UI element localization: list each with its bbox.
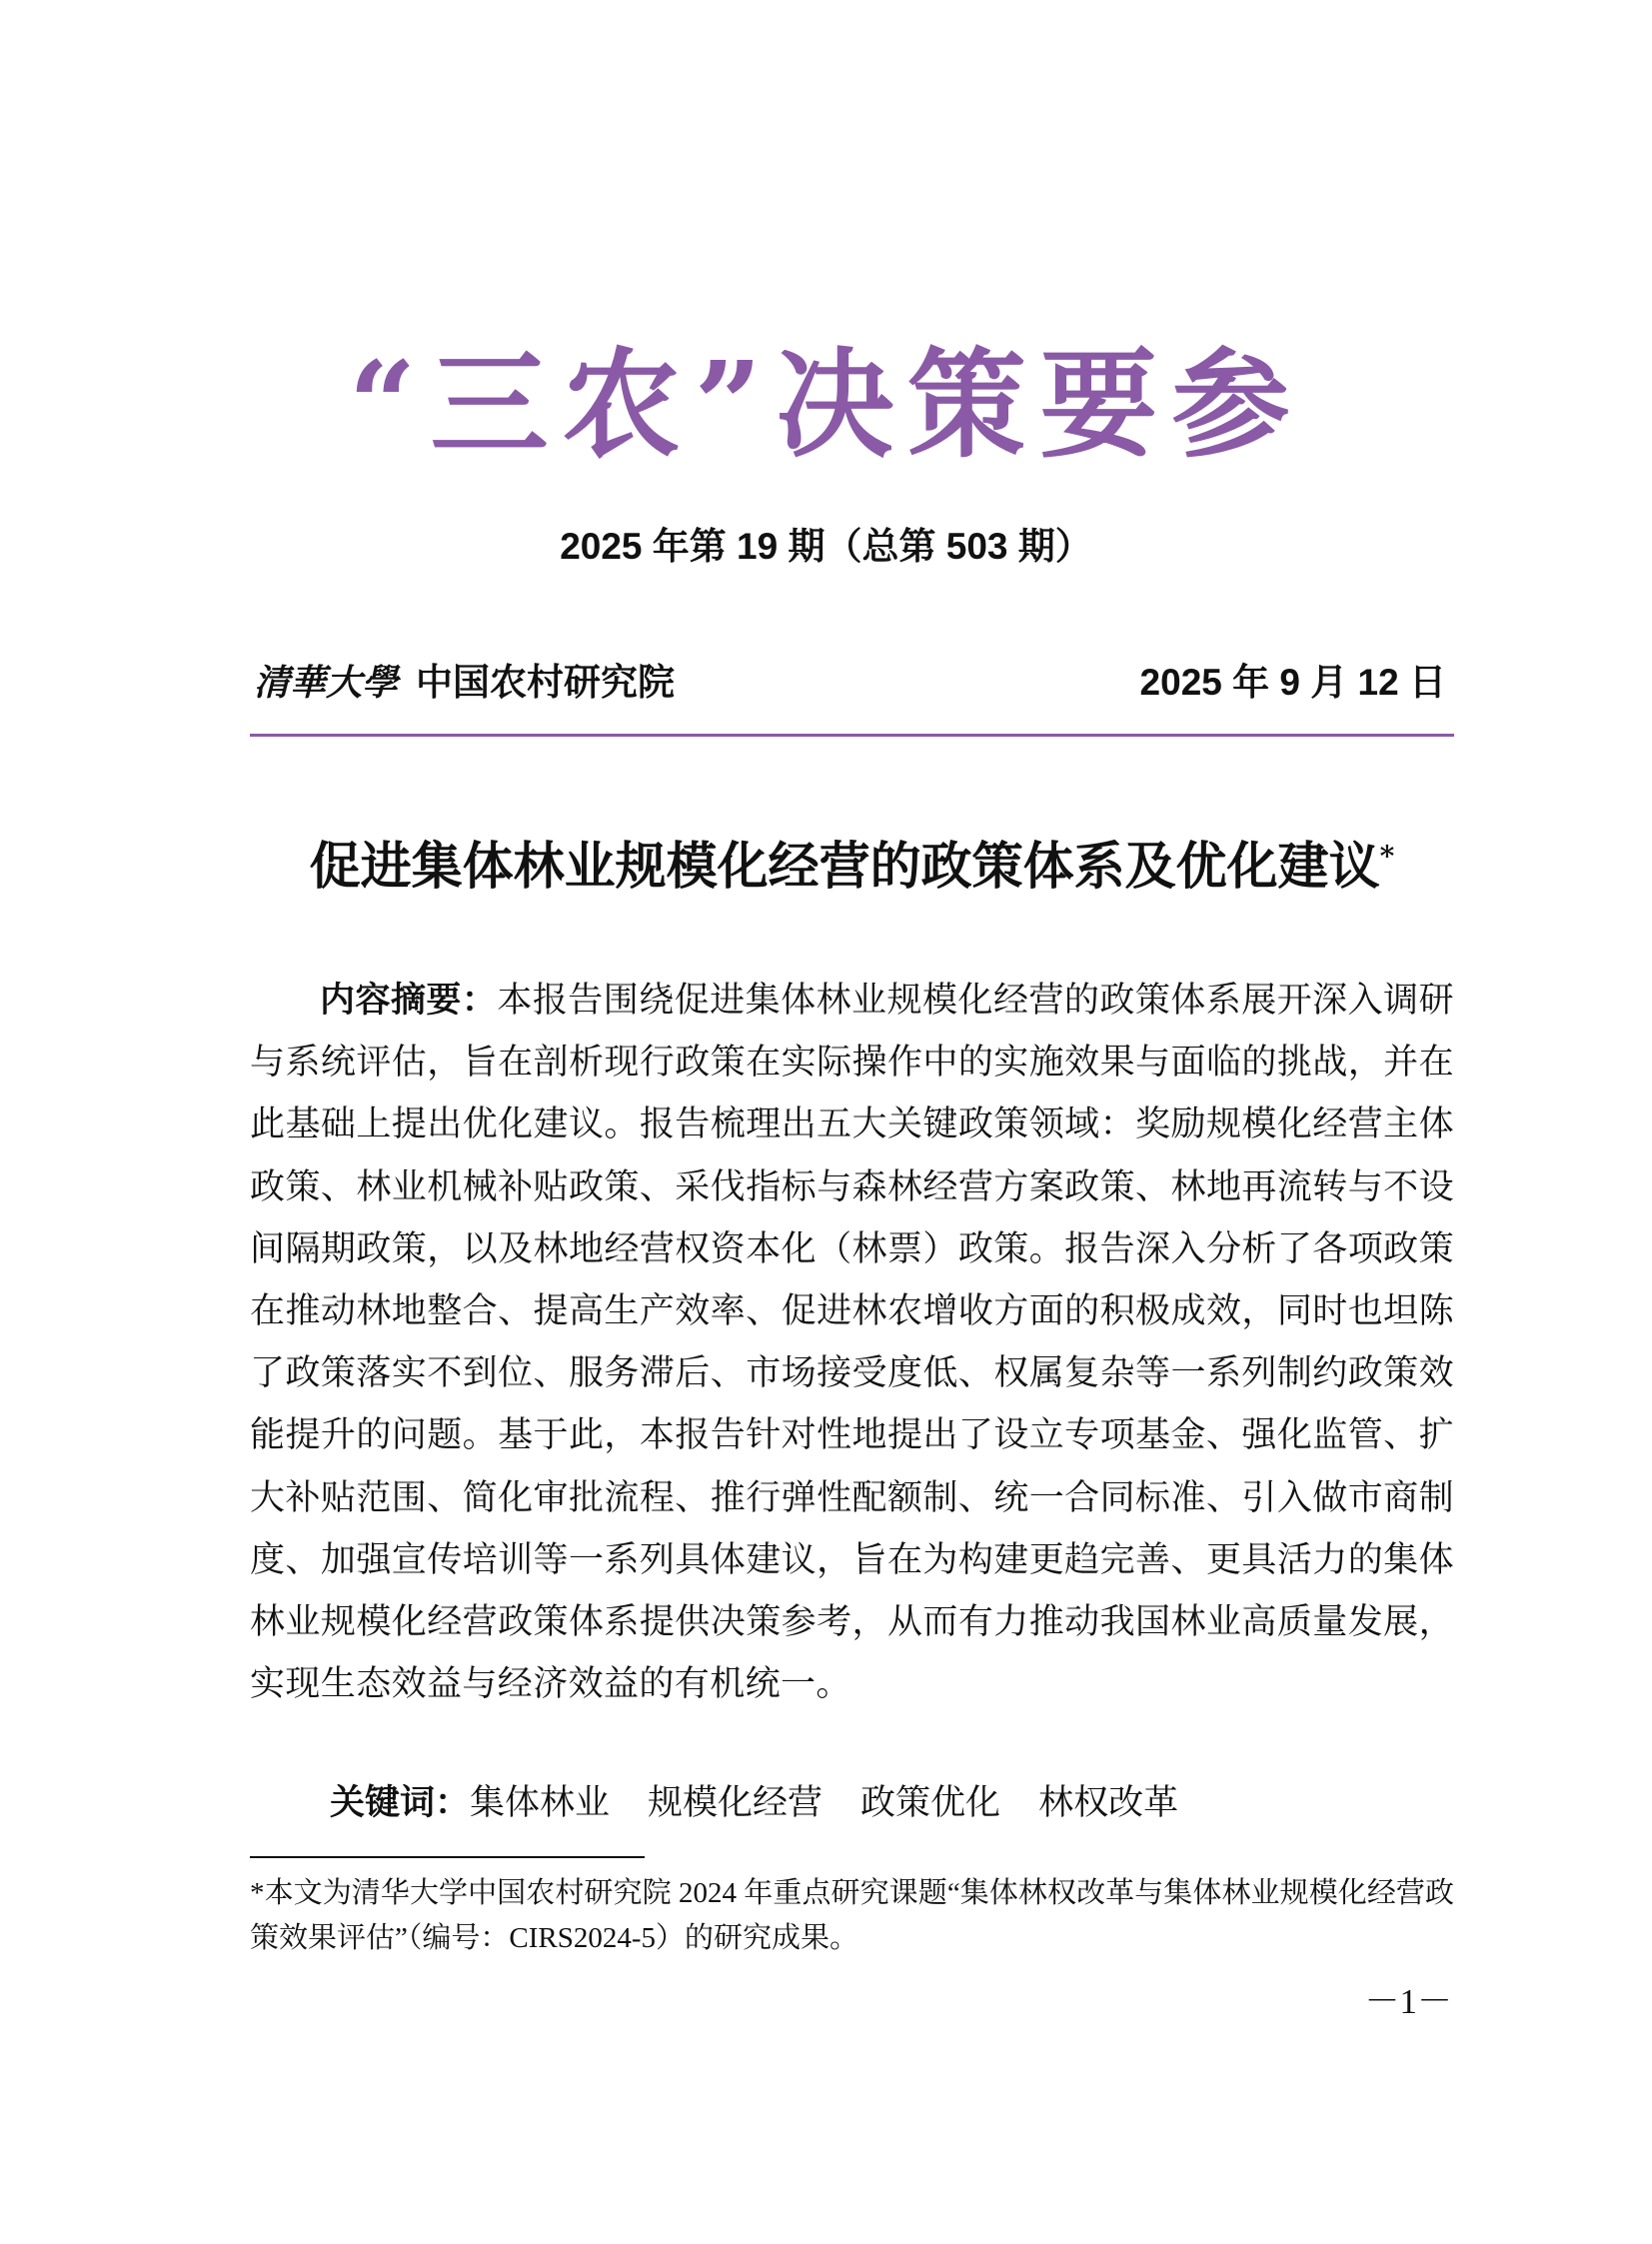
keyword: 规模化经营 xyxy=(648,1783,824,1823)
abstract-text: 本报告围绕促进集体林业规模化经营的政策体系展开深入调研与系统评估，旨在剖析现行政策在实际操作中的实施效果与面临的挑战，并在此基础上提出优化建议。报告梳理出五大关键政策领域：奖励规模化经营主体政策、林业机械补贴政策、采伐指标与森林经营方案政策、林地再流转与不设间隔期政策，以及林地经营权资本化（林票）政策。报告深入分析了各项政策在推动林地整合、提高生产效率、促进林农增收方面的积极成效，同时也坦陈了政策落实不到位、服务滞后、市场接受度低、权属复杂等一系列制约政策效能提升的问题。基于此，本报告针对性地提出了设立专项基金、强化监管、扩大补贴范围、简化审批流程、推行弹性配额制、统一合同标准、引入做市商制度、加强宣传培训等一系列具体建议，旨在为构建更趋完善、更具活力的集体林业规模化经营政策体系提供决策参考，从而有力推动我国林业高质量发展，实现生态效益与经济效益的有机统一。 xyxy=(250,981,1454,1705)
abstract-label: 内容摘要： xyxy=(320,981,498,1021)
keyword: 集体林业 xyxy=(470,1783,611,1823)
university-logo: 清華大學 xyxy=(254,662,399,704)
header-divider xyxy=(250,734,1454,737)
footnote-text: *本文为清华大学中国农村研究院 2024 年重点研究课题“集体林权改革与集体林业规模化经营政策效果评估”（编号：CIRS2024-5）的研究成果。 xyxy=(250,1877,1454,1954)
keyword: 政策优化 xyxy=(860,1783,1001,1823)
article-title-text: 促进集体林业规模化经营的政策体系及优化建议 xyxy=(309,837,1380,897)
abstract-paragraph xyxy=(250,970,1454,1715)
institute-name: 中国农村研究院 xyxy=(416,661,675,704)
issue-number: 2025 年第 19 期（总第 503 期） xyxy=(560,526,1092,567)
masthead-title: “三农”决策要参 xyxy=(348,335,1304,474)
keywords-line xyxy=(250,1772,1454,1834)
publication-date: 2025 年 9 月 12 日 xyxy=(1139,662,1446,703)
keyword: 林权改革 xyxy=(1038,1783,1179,1823)
page-number: －1－ xyxy=(1364,1982,1452,2021)
keywords-label: 关键词： xyxy=(330,1783,471,1823)
article-title xyxy=(250,835,1454,899)
publisher-row xyxy=(250,655,1454,711)
footnote-rule xyxy=(250,1856,645,1858)
title-footnote-mark: * xyxy=(1379,840,1395,873)
